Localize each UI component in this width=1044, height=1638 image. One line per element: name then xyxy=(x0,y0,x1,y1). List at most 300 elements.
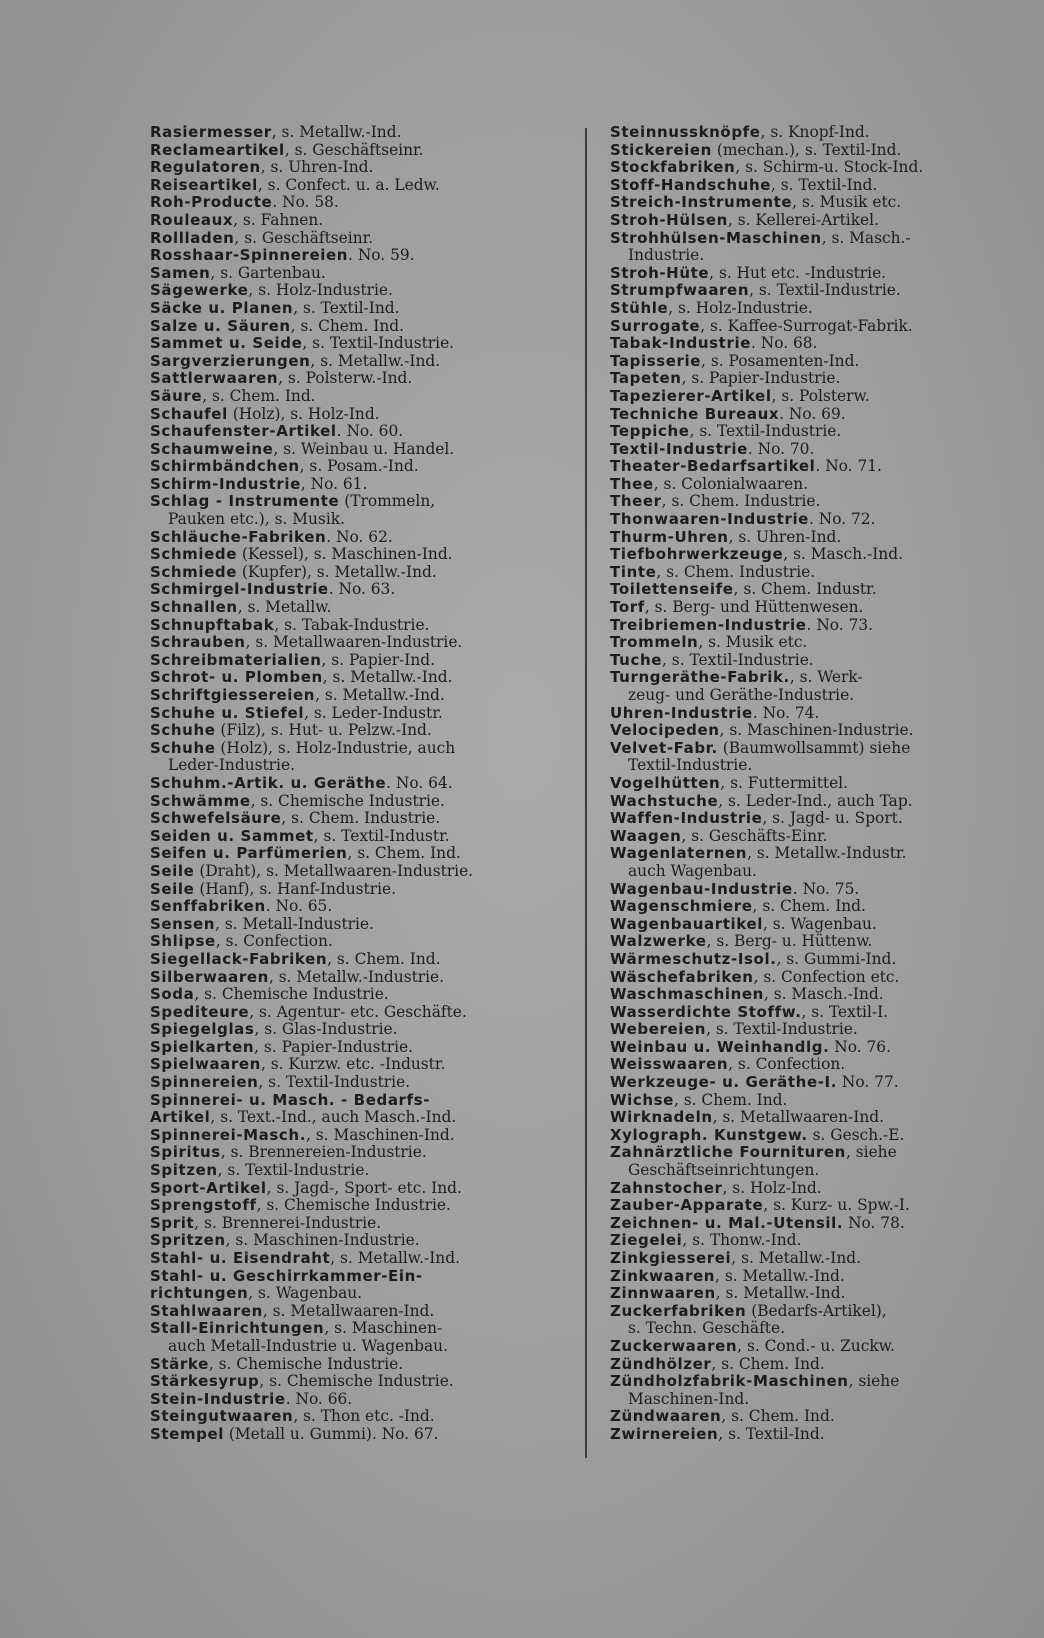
index-entry xyxy=(150,1162,570,1180)
index-entry xyxy=(150,634,570,652)
entry-reference: , s. Chem. Ind. xyxy=(290,316,405,335)
entry-term: Schnallen xyxy=(150,598,238,617)
entry-reference: , s. Uhren-Ind. xyxy=(728,527,842,546)
entry-term: Tuche xyxy=(610,650,663,669)
entry-reference: , s. Brennerei-Industrie. xyxy=(194,1213,382,1232)
index-entry xyxy=(610,247,1014,265)
entry-reference: (Holz), s. Holz-Ind. xyxy=(227,404,380,423)
index-entry xyxy=(150,916,570,934)
entry-reference: , s. Metallw.-Ind. xyxy=(271,123,402,141)
index-entry xyxy=(610,1180,1014,1198)
entry-term: Sensen xyxy=(150,914,216,933)
entry-reference: , s. Schirm-u. Stock-Ind. xyxy=(735,158,924,177)
entry-reference: , s. Geschäftseinr. xyxy=(284,140,424,159)
index-entry xyxy=(150,599,570,617)
index-entry xyxy=(610,881,1014,899)
entry-term: Weisswaaren xyxy=(610,1055,729,1074)
entry-reference: , s. Metallwaaren-Ind. xyxy=(712,1108,884,1127)
entry-reference: , s. Textil-Ind. xyxy=(771,175,878,194)
entry-term: Tinte xyxy=(610,562,657,581)
entry-term: Schirm-Industrie xyxy=(150,474,301,493)
index-entry xyxy=(150,1338,570,1356)
entry-term: Wäschefabriken xyxy=(610,967,754,986)
index-entry xyxy=(150,775,570,793)
index-entry xyxy=(610,282,1014,300)
entry-reference: , s. Kaffee-Surrogat-Fabrik. xyxy=(700,316,913,335)
entry-term: Strohhülsen-Maschinen xyxy=(610,228,822,247)
entry-term: Rouleaux xyxy=(150,210,234,229)
entry-reference: , s. Confection etc. xyxy=(753,967,900,986)
entry-term: Soda xyxy=(150,985,195,1004)
entry-term: Schaufel xyxy=(150,404,228,423)
entry-term: Wichse xyxy=(610,1090,674,1109)
entry-term: Theer xyxy=(610,492,662,511)
entry-reference: , s. Masch.-Ind. xyxy=(783,545,903,564)
entry-reference: (mechan.), s. Textil-Ind. xyxy=(711,140,902,159)
entry-term: Sattlerwaaren xyxy=(150,369,279,388)
entry-reference: , No. 61. xyxy=(300,474,368,493)
index-entry xyxy=(610,687,1014,705)
entry-term: Spritzen xyxy=(150,1231,226,1250)
index-entry xyxy=(610,511,1014,529)
entry-term: Schuhm.-Artik. u. Geräthe xyxy=(150,773,387,792)
index-entry xyxy=(610,1303,1014,1321)
entry-reference: , s. Holz-Industrie. xyxy=(248,281,393,300)
entry-reference: , s. Geschäftseinr. xyxy=(234,228,374,247)
entry-term: Stein-Industrie xyxy=(150,1389,286,1408)
entry-reference: , s. Metall-Industrie. xyxy=(215,914,374,933)
entry-reference: , s. Thonw.-Ind. xyxy=(682,1231,802,1250)
index-entry xyxy=(610,564,1014,582)
entry-term: Schwefelsäure xyxy=(150,809,282,828)
entry-term: Zuckerwaaren xyxy=(610,1336,738,1355)
index-entry xyxy=(150,441,570,459)
index-entry xyxy=(150,687,570,705)
entry-reference: , s. Polsterw.-Ind. xyxy=(278,369,413,388)
entry-term: Wagenlaternen xyxy=(610,844,748,863)
index-entry xyxy=(150,177,570,195)
index-entry xyxy=(150,124,570,142)
entry-reference: , s. Weinbau u. Handel. xyxy=(273,439,455,458)
entry-term: Spinnerei-Masch. xyxy=(150,1125,306,1144)
entry-reference: s. Techn. Geschäfte. xyxy=(628,1319,785,1338)
entry-reference: , s. Chem. Industrie. xyxy=(281,809,441,828)
entry-reference: . No. 74. xyxy=(752,703,820,722)
entry-term: Schmiede xyxy=(150,562,238,581)
entry-term: Stempel xyxy=(150,1424,225,1443)
entry-term: Stahlwaaren xyxy=(150,1301,263,1320)
index-entry xyxy=(610,828,1014,846)
entry-term: Zauber-Apparate xyxy=(610,1196,764,1215)
entry-term: Schreibmaterialien xyxy=(150,650,322,669)
entry-reference: , s. Fahnen. xyxy=(233,210,324,229)
entry-term: Spitzen xyxy=(150,1161,218,1180)
entry-reference: . No. 71. xyxy=(815,457,882,476)
entry-reference: , s. Chem. Ind. xyxy=(711,1354,825,1373)
entry-reference: auch Metall-Industrie u. Wagenbau. xyxy=(168,1336,448,1355)
index-entry xyxy=(150,1180,570,1198)
entry-reference: , s. Textil-Industrie. xyxy=(749,281,901,300)
index-entry xyxy=(610,1232,1014,1250)
entry-reference: , siehe xyxy=(848,1372,900,1391)
entry-term: Schläuche-Fabriken xyxy=(150,527,327,546)
entry-term: Surrogate xyxy=(610,316,701,335)
entry-reference: , s. Brennereien-Industrie. xyxy=(220,1143,427,1162)
entry-term: Waschmaschinen xyxy=(610,985,764,1004)
entry-term: Schmirgel-Industrie xyxy=(150,580,329,599)
index-entry xyxy=(150,458,570,476)
entry-reference: (Kessel), s. Maschinen-Ind. xyxy=(237,545,453,564)
entry-term: Rasiermesser xyxy=(150,123,272,141)
left-column xyxy=(150,124,570,1444)
entry-term: Thurm-Uhren xyxy=(610,527,729,546)
index-entry xyxy=(150,881,570,899)
entry-reference: , s. Textil-Industrie. xyxy=(662,650,814,669)
index-entry xyxy=(150,722,570,740)
entry-reference: , s. Papier-Ind. xyxy=(321,650,435,669)
entry-reference: , s. Holz-Ind. xyxy=(722,1178,822,1197)
entry-reference: , siehe xyxy=(845,1143,897,1162)
entry-reference: Geschäftseinrichtungen. xyxy=(628,1161,820,1180)
entry-reference: , s. Metallw.-Industrie. xyxy=(268,967,445,986)
index-entry xyxy=(150,951,570,969)
entry-reference: (Kupfer), s. Metallw.-Ind. xyxy=(237,562,437,581)
index-entry xyxy=(150,986,570,1004)
entry-reference: , s. Chem. Ind. xyxy=(721,1407,835,1426)
entry-reference: , s. Metallw.-Ind. xyxy=(330,1249,460,1267)
entry-term: Torf xyxy=(610,598,645,617)
index-entry xyxy=(610,1162,1014,1180)
entry-reference: , s. Textil-Industrie. xyxy=(689,422,842,441)
entry-reference: , s. Futtermittel. xyxy=(720,773,848,792)
entry-reference: (Trommeln, xyxy=(339,492,436,511)
entry-reference: . No. 59. xyxy=(348,246,415,265)
entry-reference: . No. 70. xyxy=(747,439,815,458)
index-entry xyxy=(150,546,570,564)
entry-term: Stickereien xyxy=(610,140,712,159)
entry-term: Waagen xyxy=(610,826,682,845)
index-entry xyxy=(150,300,570,318)
entry-term: Spiegelglas xyxy=(150,1020,255,1039)
entry-reference: auch Wagenbau. xyxy=(628,861,757,880)
entry-term: Wachstuche xyxy=(610,791,719,810)
index-entry xyxy=(150,1144,570,1162)
index-entry xyxy=(610,423,1014,441)
entry-reference: , s. Masch.- xyxy=(821,228,911,247)
index-entry xyxy=(150,1021,570,1039)
entry-reference: , s. Textil-Industrie. xyxy=(258,1073,411,1092)
entry-term: Zinkgiesserei xyxy=(610,1249,732,1267)
entry-reference: , s. Chem. Ind. xyxy=(752,897,866,916)
entry-term: Sport-Artikel xyxy=(150,1178,267,1197)
entry-reference: , s. Wagenbau. xyxy=(762,914,877,933)
index-entry xyxy=(150,1373,570,1391)
index-entry xyxy=(150,230,570,248)
entry-term: Spielwaaren xyxy=(150,1055,261,1074)
entry-term: Zahnstocher xyxy=(610,1178,723,1197)
entry-term: Walzwerke xyxy=(610,932,707,951)
entry-reference: , s. Textil-I. xyxy=(801,1002,889,1021)
entry-term: Techniche Bureaux xyxy=(610,404,780,423)
entry-term: Stärke xyxy=(150,1354,209,1373)
entry-term: Säure xyxy=(150,386,203,405)
entry-reference: , s. Chem. Industr. xyxy=(733,580,877,599)
index-entry xyxy=(150,705,570,723)
entry-reference: , s. Chemische Industrie. xyxy=(194,985,389,1004)
index-entry xyxy=(610,916,1014,934)
entry-term: Sprit xyxy=(150,1213,195,1232)
entry-term: Siegellack-Fabriken xyxy=(150,949,328,968)
entry-term: Schwämme xyxy=(150,791,251,810)
entry-reference: No. 76. xyxy=(829,1037,891,1056)
entry-reference: , s. Polsterw. xyxy=(771,386,870,405)
entry-term: Tabak-Industrie xyxy=(610,334,751,353)
entry-term: Seiden u. Sammet xyxy=(150,826,314,845)
entry-term: Zwirnereien xyxy=(610,1424,719,1443)
index-entry xyxy=(150,1303,570,1321)
index-entry xyxy=(610,265,1014,283)
entry-reference: , s. Textil-Industr. xyxy=(313,826,450,845)
entry-reference: , s. Uhren-Ind. xyxy=(260,158,374,177)
index-entry xyxy=(610,951,1014,969)
entry-term: Spiritus xyxy=(150,1143,221,1162)
entry-reference: (Metall u. Gummi). No. 67. xyxy=(224,1424,439,1443)
entry-term: Zündholzfabrik-Maschinen xyxy=(610,1372,849,1391)
entry-reference: , s. Tabak-Industrie. xyxy=(274,615,430,634)
entry-reference: , s. Metallw.-Ind. xyxy=(322,668,453,687)
index-entry xyxy=(610,1197,1014,1215)
entry-reference: Pauken etc.), s. Musik. xyxy=(168,510,345,529)
index-entry xyxy=(150,1092,570,1110)
index-entry xyxy=(150,810,570,828)
entry-reference: , s. Chem. Ind. xyxy=(673,1090,788,1109)
entry-term: Velocipeden xyxy=(610,721,720,740)
entry-reference: , s. Musik etc. xyxy=(792,193,902,212)
entry-reference: . No. 60. xyxy=(336,422,404,441)
index-entry xyxy=(610,1074,1014,1092)
index-entry xyxy=(150,564,570,582)
index-entry xyxy=(610,212,1014,230)
entry-term: Schaumweine xyxy=(150,439,274,458)
entry-reference: . No. 69. xyxy=(779,404,846,423)
entry-reference: , s. Confect. u. a. Ledw. xyxy=(257,175,440,194)
entry-reference: , s. Metallw.-Ind. xyxy=(715,1266,845,1285)
entry-term: Wagenbau-Industrie xyxy=(610,879,793,898)
index-entry xyxy=(610,1426,1014,1444)
index-entry xyxy=(150,617,570,635)
index-entry xyxy=(150,370,570,388)
entry-reference: , s. Metallw.-Ind. xyxy=(715,1284,846,1303)
entry-term: Rollladen xyxy=(150,228,235,247)
index-entry xyxy=(610,1039,1014,1057)
entry-term: Stahl- u. Eisendraht xyxy=(150,1249,331,1267)
entry-term: Schmiede xyxy=(150,545,238,564)
index-entry xyxy=(610,599,1014,617)
entry-reference: , s. Kurz- u. Spw.-I. xyxy=(763,1196,910,1215)
entry-term: richtungen xyxy=(150,1284,249,1303)
entry-reference: , s. Jagd-, Sport- etc. Ind. xyxy=(266,1178,462,1197)
entry-term: Artikel xyxy=(150,1108,211,1127)
entry-reference: , s. Textil-Ind. xyxy=(293,298,400,317)
entry-term: Toilettenseife xyxy=(610,580,734,599)
entry-reference: Industrie. xyxy=(628,246,705,265)
index-entry xyxy=(150,1268,570,1286)
index-entry xyxy=(610,546,1014,564)
entry-term: Steinnussknöpfe xyxy=(610,123,761,141)
entry-reference: , s. Confection. xyxy=(215,932,333,951)
index-entry xyxy=(150,194,570,212)
entry-reference: , s. Metallw.-Ind. xyxy=(315,686,445,704)
entry-term: Werkzeuge- u. Geräthe-I. xyxy=(610,1073,838,1092)
entry-term: Theater-Bedarfsartikel xyxy=(610,457,816,476)
index-entry xyxy=(150,493,570,511)
index-entry xyxy=(150,142,570,160)
index-entry xyxy=(150,1320,570,1338)
index-entry xyxy=(610,1373,1014,1391)
index-entry xyxy=(610,986,1014,1004)
entry-term: Zündhölzer xyxy=(610,1354,712,1373)
entry-reference: , s. Text.-Ind., auch Masch.-Ind. xyxy=(210,1108,457,1127)
index-entry xyxy=(150,1004,570,1022)
index-entry xyxy=(610,1056,1014,1074)
entry-reference: , s. Chem. Ind. xyxy=(347,844,461,863)
entry-reference: , s. Textil-Industrie. xyxy=(302,334,455,353)
entry-reference: , s. Metallwaaren-Ind. xyxy=(262,1301,435,1320)
index-entry xyxy=(150,388,570,406)
entry-term: Spielkarten xyxy=(150,1037,255,1056)
column-divider xyxy=(585,128,587,1458)
entry-term: Schrot- u. Plomben xyxy=(150,668,323,687)
entry-term: Treibriemen-Industrie xyxy=(610,615,807,634)
entry-term: Weinbau u. Weinhandlg. xyxy=(610,1037,830,1056)
index-entry xyxy=(150,476,570,494)
index-entry xyxy=(150,969,570,987)
entry-term: Zahnärztliche Fournituren xyxy=(610,1143,846,1162)
index-entry xyxy=(150,318,570,336)
index-entry xyxy=(150,335,570,353)
entry-reference: . No. 62. xyxy=(326,527,393,546)
index-entry xyxy=(610,669,1014,687)
index-entry xyxy=(610,493,1014,511)
entry-reference: , s. Metallw.-Ind. xyxy=(310,351,441,370)
index-entry xyxy=(150,757,570,775)
entry-term: Stühle xyxy=(610,298,669,317)
entry-reference: , s. Metallw.-Ind. xyxy=(731,1249,861,1267)
entry-term: Webereien xyxy=(610,1020,707,1039)
index-entry xyxy=(610,1320,1014,1338)
entry-reference: , s. Metallw.-Industr. xyxy=(747,844,907,863)
entry-term: Stoff-Handschuhe xyxy=(610,175,772,194)
index-entry xyxy=(150,1109,570,1127)
index-entry xyxy=(610,529,1014,547)
index-entry xyxy=(610,1109,1014,1127)
entry-term: Sägewerke xyxy=(150,281,249,300)
entry-term: Shlipse xyxy=(150,932,216,951)
entry-reference: , s. Kellerei-Artikel. xyxy=(727,210,879,229)
index-entry xyxy=(150,845,570,863)
entry-reference: Leder-Industrie. xyxy=(168,756,295,775)
index-entry xyxy=(610,1021,1014,1039)
entry-reference: , s. Hut etc. -Industrie. xyxy=(709,263,887,282)
entry-reference: Textil-Industrie. xyxy=(628,756,753,775)
entry-reference: , s. Chem. Ind. xyxy=(327,949,441,968)
index-entry xyxy=(150,1250,570,1268)
entry-reference: , s. Leder-Industr. xyxy=(304,703,443,722)
index-entry xyxy=(610,458,1014,476)
entry-reference: , s. Berg- u. Hüttenw. xyxy=(706,932,873,951)
entry-reference: . No. 75. xyxy=(792,879,860,898)
entry-reference: , s. Posamenten-Ind. xyxy=(701,351,860,370)
entry-term: Spediteure xyxy=(150,1002,250,1021)
entry-reference: . No. 64. xyxy=(386,773,453,792)
entry-reference: , s. Glas-Industrie. xyxy=(254,1020,398,1039)
index-entry xyxy=(150,1285,570,1303)
entry-term: Regulatoren xyxy=(150,158,261,177)
entry-reference: , s. Maschinen-Industrie. xyxy=(225,1231,420,1250)
entry-reference: , s. Geschäfts-Einr. xyxy=(681,826,828,845)
entry-term: Wagenbauartikel xyxy=(610,914,763,933)
entry-term: Zuckerfabriken xyxy=(610,1301,747,1320)
entry-reference: , s. Chemische Industrie. xyxy=(259,1372,454,1391)
index-entry xyxy=(150,1356,570,1374)
entry-term: Schirmbändchen xyxy=(150,457,300,476)
entry-term: Waffen-Industrie xyxy=(610,809,763,828)
entry-term: Stockfabriken xyxy=(610,158,736,177)
index-entry xyxy=(150,669,570,687)
index-entry xyxy=(610,740,1014,758)
entry-term: Wirknadeln xyxy=(610,1108,713,1127)
index-entry xyxy=(610,617,1014,635)
entry-term: Stahl- u. Geschirrkammer-Ein- xyxy=(150,1266,423,1285)
index-entry xyxy=(610,406,1014,424)
entry-term: Schuhe u. Stiefel xyxy=(150,703,305,722)
index-entry xyxy=(150,933,570,951)
entry-term: Trommeln xyxy=(610,633,699,652)
index-entry xyxy=(150,793,570,811)
entry-term: Strumpfwaaren xyxy=(610,281,750,300)
index-entry xyxy=(610,757,1014,775)
entry-term: Seifen u. Parfümerien xyxy=(150,844,348,863)
entry-term: Tapezierer-Artikel xyxy=(610,386,772,405)
entry-term: Steingutwaaren xyxy=(150,1407,294,1426)
entry-reference: , s. Maschinen- xyxy=(324,1319,443,1338)
entry-reference: , s. Chem. Industrie. xyxy=(656,562,816,581)
entry-term: Wagenschmiere xyxy=(610,897,753,916)
entry-reference: . No. 63. xyxy=(328,580,396,599)
right-column xyxy=(610,124,1014,1444)
entry-term: Uhren-Industrie xyxy=(610,703,753,722)
index-entry xyxy=(150,1391,570,1409)
entry-term: Samen xyxy=(150,263,211,282)
entry-reference: , s. Textil-Industrie. xyxy=(706,1020,858,1039)
entry-term: Schuhe xyxy=(150,738,216,757)
entry-reference: , s. Thon etc. -Ind. xyxy=(293,1407,435,1426)
entry-reference: zeug- und Geräthe-Industrie. xyxy=(628,686,855,704)
entry-reference: Maschinen-Ind. xyxy=(628,1389,750,1408)
entry-term: Rosshaar-Spinnereien xyxy=(150,246,349,265)
index-entry xyxy=(150,581,570,599)
index-entry xyxy=(610,370,1014,388)
index-entry xyxy=(150,159,570,177)
entry-term: Sprengstoff xyxy=(150,1196,257,1215)
entry-reference: (Hanf), s. Hanf-Industrie. xyxy=(194,879,396,898)
index-entry xyxy=(150,212,570,230)
index-entry xyxy=(150,1127,570,1145)
entry-reference: . No. 72. xyxy=(808,510,876,529)
index-entry xyxy=(150,898,570,916)
entry-reference: , s. Werk- xyxy=(789,668,863,687)
index-entry xyxy=(610,1268,1014,1286)
